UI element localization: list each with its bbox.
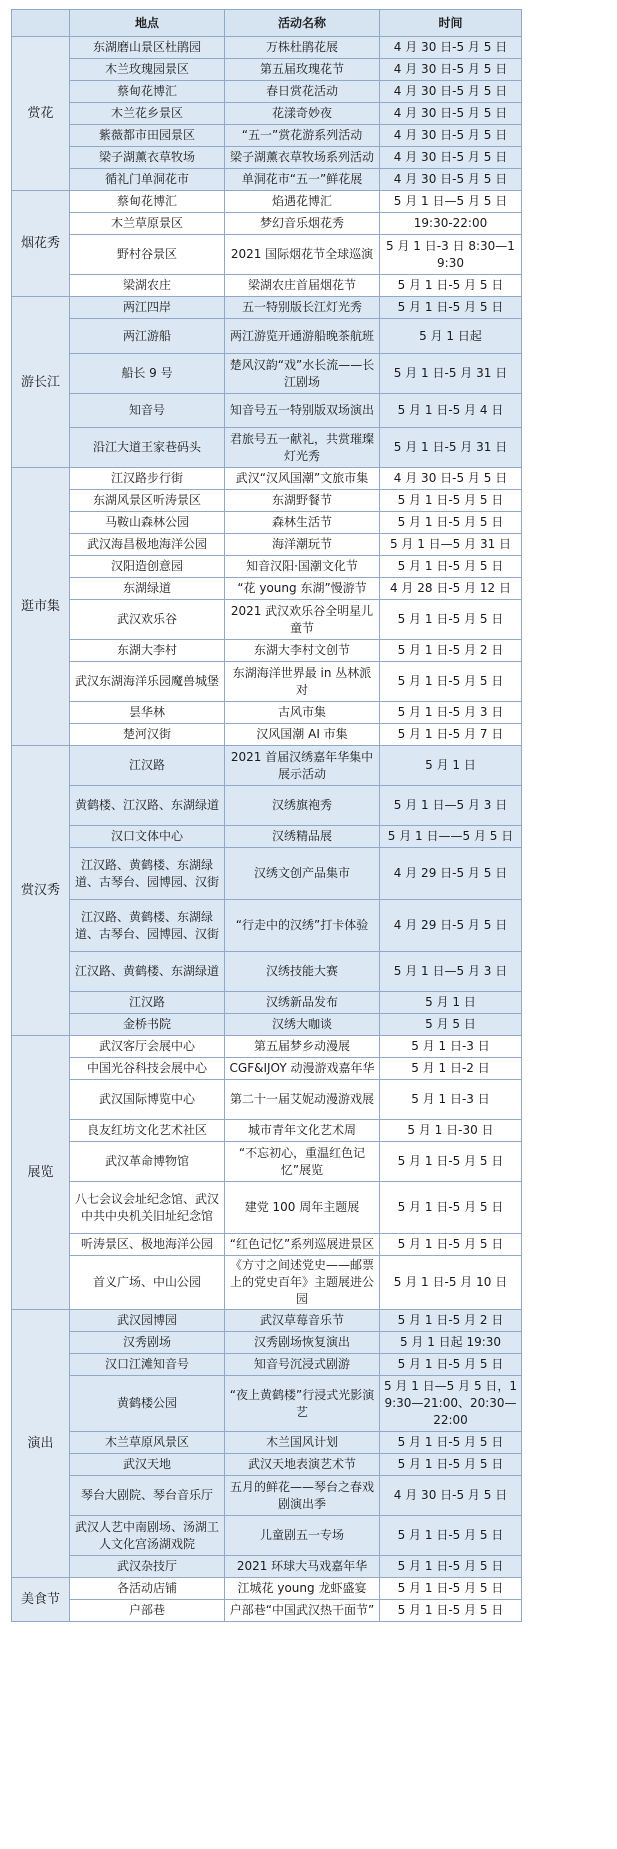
time-cell: 5 月 1 日-30 日 (380, 1120, 522, 1142)
location-cell: 沿江大道王家巷码头 (70, 428, 225, 468)
category-cell: 赏花 (12, 37, 70, 191)
location-cell: 昙华林 (70, 702, 225, 724)
table-body (12, 37, 522, 1622)
activity-cell: “不忘初心，重温红色记忆”展览 (225, 1142, 380, 1182)
activity-cell: 建党 100 周年主题展 (225, 1182, 380, 1234)
activity-cell: 武汉天地表演艺术节 (225, 1454, 380, 1476)
activity-cell: 春日赏花活动 (225, 81, 380, 103)
location-cell: 野村谷景区 (70, 235, 225, 275)
activity-cell: 武汉草莓音乐节 (225, 1310, 380, 1332)
location-cell: 江汉路、黄鹤楼、东湖绿道 (70, 952, 225, 992)
time-cell: 5 月 1 日-5 月 5 日 (380, 490, 522, 512)
time-cell: 5 月 1 日-5 月 5 日 (380, 297, 522, 319)
time-cell: 5 月 1 日-5 月 5 日 (380, 1454, 522, 1476)
table-row (12, 1058, 522, 1080)
time-cell: 5 月 1 日-5 月 5 日 (380, 1600, 522, 1622)
time-cell: 4 月 30 日-5 月 5 日 (380, 103, 522, 125)
activity-cell: 五月的鲜花——琴台之春戏剧演出季 (225, 1476, 380, 1516)
table-row (12, 354, 522, 394)
time-cell: 5 月 1 日-5 月 5 日 (380, 512, 522, 534)
time-cell: 4 月 29 日-5 月 5 日 (380, 848, 522, 900)
time-cell: 5 月 5 日 (380, 1014, 522, 1036)
table-row (12, 1354, 522, 1376)
time-cell: 4 月 30 日-5 月 5 日 (380, 59, 522, 81)
activity-cell: 花漾奇妙夜 (225, 103, 380, 125)
category-cell: 游长江 (12, 297, 70, 468)
time-cell: 5 月 1 日-5 月 5 日 (380, 662, 522, 702)
time-cell: 5 月 1 日-5 月 7 日 (380, 724, 522, 746)
location-cell: 木兰玫瑰园景区 (70, 59, 225, 81)
time-cell: 5 月 1 日-2 日 (380, 1058, 522, 1080)
location-cell: 循礼门单洞花市 (70, 169, 225, 191)
table-row (12, 578, 522, 600)
time-cell: 5 月 1 日-5 月 10 日 (380, 1256, 522, 1310)
table-row (12, 468, 522, 490)
time-cell: 5 月 1 日-5 月 5 日 (380, 1432, 522, 1454)
location-cell: 首义广场、中山公园 (70, 1256, 225, 1310)
time-cell: 5 月 1 日-5 月 3 日 (380, 702, 522, 724)
header-time: 时间 (380, 10, 522, 37)
location-cell: 船长 9 号 (70, 354, 225, 394)
activity-cell: 梁湖农庄首届烟花节 (225, 275, 380, 297)
table-row (12, 702, 522, 724)
location-cell: 良友红坊文化艺术社区 (70, 1120, 225, 1142)
activity-cell: 森林生活节 (225, 512, 380, 534)
activity-cell: 海洋潮玩节 (225, 534, 380, 556)
time-cell: 4 月 30 日-5 月 5 日 (380, 81, 522, 103)
header-row (12, 10, 522, 37)
time-cell: 5 月 1 日起 (380, 319, 522, 354)
location-cell: 江汉路、黄鹤楼、东湖绿道、古琴台、园博园、汉街 (70, 848, 225, 900)
time-cell: 19:30-22:00 (380, 213, 522, 235)
table-row (12, 1376, 522, 1432)
time-cell: 5 月 1 日-5 月 5 日 (380, 1182, 522, 1234)
table-row (12, 394, 522, 428)
time-cell: 5 月 1 日-5 月 4 日 (380, 394, 522, 428)
location-cell: 东湖绿道 (70, 578, 225, 600)
location-cell: 黄鹤楼公园 (70, 1376, 225, 1432)
location-cell: 武汉欢乐谷 (70, 600, 225, 640)
location-cell: 马鞍山森林公园 (70, 512, 225, 534)
time-cell: 5 月 1 日-3 日 (380, 1036, 522, 1058)
activity-cell: 焰遇花博汇 (225, 191, 380, 213)
activity-cell: 2021 首届汉绣嘉年华集中展示活动 (225, 746, 380, 786)
activity-cell: 知音号沉浸式剧游 (225, 1354, 380, 1376)
table-row (12, 1256, 522, 1310)
activity-cell: 五一特别版长江灯光秀 (225, 297, 380, 319)
table-row (12, 1578, 522, 1600)
activity-cell: 第二十一届艾妮动漫游戏展 (225, 1080, 380, 1120)
table-row (12, 1142, 522, 1182)
time-cell: 5 月 1 日—5 月 3 日 (380, 786, 522, 826)
table-row (12, 235, 522, 275)
location-cell: 户部巷 (70, 1600, 225, 1622)
location-cell: 中国光谷科技会展中心 (70, 1058, 225, 1080)
time-cell: 4 月 30 日-5 月 5 日 (380, 1476, 522, 1516)
table-row (12, 512, 522, 534)
time-cell: 5 月 1 日-5 月 5 日 (380, 1578, 522, 1600)
table-row (12, 826, 522, 848)
table-row (12, 275, 522, 297)
header-activity: 活动名称 (225, 10, 380, 37)
activity-cell: 汉风国潮 AI 市集 (225, 724, 380, 746)
activity-schedule-table (11, 9, 522, 1622)
time-cell: 5 月 1 日-5 月 31 日 (380, 354, 522, 394)
activity-cell: 汉秀剧场恢复演出 (225, 1332, 380, 1354)
table-row (12, 662, 522, 702)
location-cell: 武汉天地 (70, 1454, 225, 1476)
activity-cell: 梦幻音乐烟花秀 (225, 213, 380, 235)
location-cell: 木兰草原风景区 (70, 1432, 225, 1454)
location-cell: 江汉路 (70, 746, 225, 786)
time-cell: 5 月 1 日-5 月 2 日 (380, 640, 522, 662)
table-row (12, 125, 522, 147)
activity-cell: 古风市集 (225, 702, 380, 724)
time-cell: 5 月 1 日-5 月 5 日 (380, 1354, 522, 1376)
table-row (12, 1120, 522, 1142)
activity-cell: “夜上黄鹤楼”行浸式光影演艺 (225, 1376, 380, 1432)
location-cell: 武汉园博园 (70, 1310, 225, 1332)
activity-cell: 2021 武汉欢乐谷全明星儿童节 (225, 600, 380, 640)
time-cell: 5 月 1 日-5 月 5 日 (380, 1142, 522, 1182)
table-row (12, 1234, 522, 1256)
activity-cell: 知音汉阳·国潮文化节 (225, 556, 380, 578)
activity-cell: CGF&IJOY 动漫游戏嘉年华 (225, 1058, 380, 1080)
location-cell: 两江游船 (70, 319, 225, 354)
time-cell: 5 月 1 日——5 月 5 日 (380, 826, 522, 848)
table-row (12, 1476, 522, 1516)
activity-cell: 知音号五一特别版双场演出 (225, 394, 380, 428)
location-cell: 武汉人艺中南剧场、汤湖工人文化宫汤湖戏院 (70, 1516, 225, 1556)
time-cell: 5 月 1 日—5 月 3 日 (380, 952, 522, 992)
location-cell: 梁湖农庄 (70, 275, 225, 297)
location-cell: 金桥书院 (70, 1014, 225, 1036)
location-cell: 蔡甸花博汇 (70, 81, 225, 103)
table-row (12, 900, 522, 952)
table-row (12, 319, 522, 354)
header-category (12, 10, 70, 37)
time-cell: 5 月 1 日-5 月 31 日 (380, 428, 522, 468)
table-row (12, 37, 522, 59)
location-cell: 两江四岸 (70, 297, 225, 319)
location-cell: 黄鹤楼、江汉路、东湖绿道 (70, 786, 225, 826)
table-row (12, 81, 522, 103)
table-row (12, 534, 522, 556)
location-cell: 汉口江滩知音号 (70, 1354, 225, 1376)
activity-cell: 木兰国风计划 (225, 1432, 380, 1454)
category-cell: 演出 (12, 1310, 70, 1578)
activity-cell: “红色记忆”系列巡展进景区 (225, 1234, 380, 1256)
category-cell: 赏汉秀 (12, 746, 70, 1036)
activity-cell: 万株杜鹃花展 (225, 37, 380, 59)
activity-cell: 君旅号五一献礼，共赏璀璨灯光秀 (225, 428, 380, 468)
table-row (12, 556, 522, 578)
time-cell: 4 月 30 日-5 月 5 日 (380, 125, 522, 147)
location-cell: 武汉杂技厅 (70, 1556, 225, 1578)
time-cell: 5 月 1 日-3 日 8:30—19:30 (380, 235, 522, 275)
table-row (12, 191, 522, 213)
time-cell: 5 月 1 日-5 月 5 日 (380, 1556, 522, 1578)
activity-cell: 《方寸之间述党史——邮票上的党史百年》主题展进公园 (225, 1256, 380, 1310)
time-cell: 4 月 30 日-5 月 5 日 (380, 169, 522, 191)
table-row (12, 952, 522, 992)
table-row (12, 1600, 522, 1622)
location-cell: 各活动店铺 (70, 1578, 225, 1600)
table-row (12, 103, 522, 125)
time-cell: 5 月 1 日-5 月 5 日 (380, 1516, 522, 1556)
table-row (12, 746, 522, 786)
activity-cell: 东湖野餐节 (225, 490, 380, 512)
category-cell: 展览 (12, 1036, 70, 1310)
time-cell: 5 月 1 日-5 月 5 日 (380, 556, 522, 578)
table-row (12, 1432, 522, 1454)
location-cell: 汉秀剧场 (70, 1332, 225, 1354)
activity-cell: “五一”赏花游系列活动 (225, 125, 380, 147)
activity-cell: 梁子湖薰衣草牧场系列活动 (225, 147, 380, 169)
location-cell: 紫薇都市田园景区 (70, 125, 225, 147)
category-cell: 逛市集 (12, 468, 70, 746)
location-cell: 江汉路、黄鹤楼、东湖绿道、古琴台、园博园、汉街 (70, 900, 225, 952)
table-row (12, 1556, 522, 1578)
time-cell: 5 月 1 日—5 月 5 日，19:30—21:00、20:30—22:00 (380, 1376, 522, 1432)
location-cell: 琴台大剧院、琴台音乐厅 (70, 1476, 225, 1516)
time-cell: 5 月 1 日起 19:30 (380, 1332, 522, 1354)
activity-cell: 儿童剧五一专场 (225, 1516, 380, 1556)
location-cell: 东湖大李村 (70, 640, 225, 662)
activity-cell: 2021 环球大马戏嘉年华 (225, 1556, 380, 1578)
time-cell: 5 月 1 日 (380, 992, 522, 1014)
table-row (12, 1310, 522, 1332)
location-cell: 木兰花乡景区 (70, 103, 225, 125)
table-row (12, 848, 522, 900)
location-cell: 武汉国际博览中心 (70, 1080, 225, 1120)
location-cell: 武汉革命博物馆 (70, 1142, 225, 1182)
table-row (12, 600, 522, 640)
activity-cell: 东湖海洋世界最 in 丛林派对 (225, 662, 380, 702)
table-row (12, 490, 522, 512)
table-row (12, 1182, 522, 1234)
time-cell: 5 月 1 日-5 月 5 日 (380, 275, 522, 297)
table-row (12, 428, 522, 468)
activity-cell: 江城花 young 龙虾盛宴 (225, 1578, 380, 1600)
activity-cell: 2021 国际烟花节全球巡演 (225, 235, 380, 275)
table-row (12, 1454, 522, 1476)
time-cell: 5 月 1 日 (380, 746, 522, 786)
time-cell: 4 月 29 日-5 月 5 日 (380, 900, 522, 952)
location-cell: 知音号 (70, 394, 225, 428)
table-row (12, 1036, 522, 1058)
location-cell: 江汉路步行街 (70, 468, 225, 490)
category-cell: 美食节 (12, 1578, 70, 1622)
location-cell: 八七会议会址纪念馆、武汉中共中央机关旧址纪念馆 (70, 1182, 225, 1234)
table-row (12, 1014, 522, 1036)
table-row (12, 59, 522, 81)
table-row (12, 1080, 522, 1120)
time-cell: 5 月 1 日—5 月 31 日 (380, 534, 522, 556)
table-row (12, 169, 522, 191)
activity-cell: 两江游览开通游船晚茶航班 (225, 319, 380, 354)
location-cell: 武汉客厅会展中心 (70, 1036, 225, 1058)
location-cell: 武汉海昌极地海洋公园 (70, 534, 225, 556)
activity-cell: 楚风汉韵“戏”水长流——长江剧场 (225, 354, 380, 394)
activity-cell: 汉绣新品发布 (225, 992, 380, 1014)
table-row (12, 297, 522, 319)
activity-cell: 汉绣文创产品集市 (225, 848, 380, 900)
time-cell: 5 月 1 日-3 日 (380, 1080, 522, 1120)
activity-cell: 汉绣旗袍秀 (225, 786, 380, 826)
activity-cell: “花 young 东湖”慢游节 (225, 578, 380, 600)
table-row (12, 724, 522, 746)
location-cell: 汉口文体中心 (70, 826, 225, 848)
activity-cell: 汉绣技能大赛 (225, 952, 380, 992)
location-cell: 东湖磨山景区杜鹃园 (70, 37, 225, 59)
time-cell: 5 月 1 日-5 月 5 日 (380, 1234, 522, 1256)
table-row (12, 786, 522, 826)
time-cell: 5 月 1 日-5 月 2 日 (380, 1310, 522, 1332)
activity-cell: 户部巷“中国武汉热干面节” (225, 1600, 380, 1622)
activity-cell: 城市青年文化艺术周 (225, 1120, 380, 1142)
activity-cell: 东湖大李村文创节 (225, 640, 380, 662)
location-cell: 江汉路 (70, 992, 225, 1014)
table-row (12, 213, 522, 235)
table-row (12, 147, 522, 169)
location-cell: 蔡甸花博汇 (70, 191, 225, 213)
time-cell: 5 月 1 日-5 月 5 日 (380, 600, 522, 640)
activity-cell: 汉绣大咖谈 (225, 1014, 380, 1036)
table-row (12, 1332, 522, 1354)
category-cell: 烟花秀 (12, 191, 70, 297)
location-cell: 东湖风景区听涛景区 (70, 490, 225, 512)
activity-cell: 第五届玫瑰花节 (225, 59, 380, 81)
time-cell: 4 月 30 日-5 月 5 日 (380, 37, 522, 59)
activity-cell: 汉绣精品展 (225, 826, 380, 848)
activity-cell: 武汉“汉风国潮”文旅市集 (225, 468, 380, 490)
location-cell: 武汉东湖海洋乐园魔兽城堡 (70, 662, 225, 702)
time-cell: 4 月 30 日-5 月 5 日 (380, 468, 522, 490)
location-cell: 听涛景区、极地海洋公园 (70, 1234, 225, 1256)
location-cell: 梁子湖薰衣草牧场 (70, 147, 225, 169)
location-cell: 木兰草原景区 (70, 213, 225, 235)
time-cell: 4 月 30 日-5 月 5 日 (380, 147, 522, 169)
schedule-table-wrapper (11, 9, 522, 1622)
time-cell: 5 月 1 日—5 月 5 日 (380, 191, 522, 213)
activity-cell: “行走中的汉绣”打卡体验 (225, 900, 380, 952)
location-cell: 楚河汉街 (70, 724, 225, 746)
activity-cell: 单洞花市“五一”鲜花展 (225, 169, 380, 191)
table-row (12, 640, 522, 662)
location-cell: 汉阳造创意园 (70, 556, 225, 578)
activity-cell: 第五届梦乡动漫展 (225, 1036, 380, 1058)
header-location: 地点 (70, 10, 225, 37)
table-row (12, 1516, 522, 1556)
table-row (12, 992, 522, 1014)
time-cell: 4 月 28 日-5 月 12 日 (380, 578, 522, 600)
